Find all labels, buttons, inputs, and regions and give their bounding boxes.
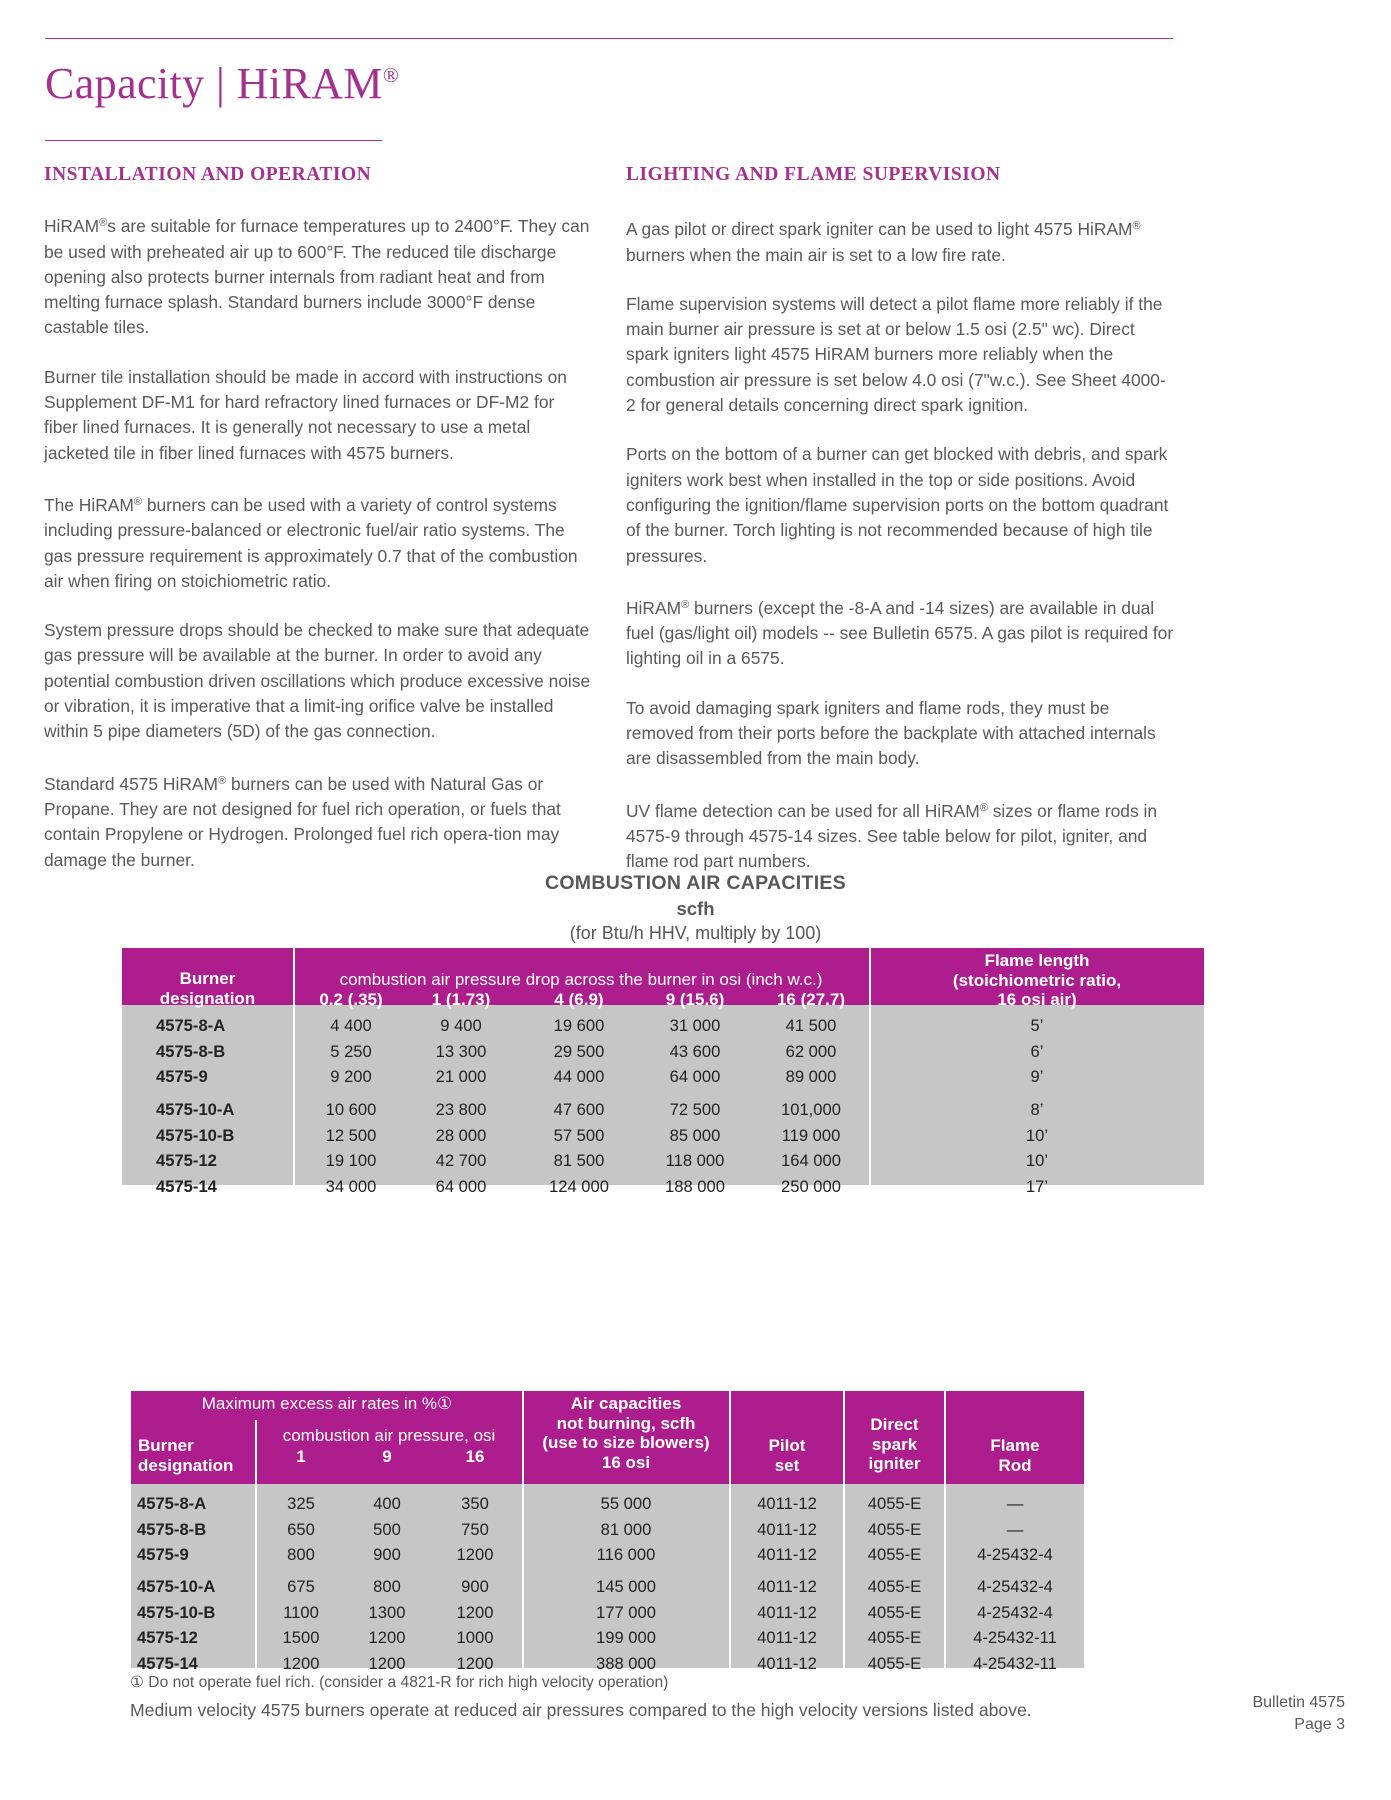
right-text-column: [626, 162, 1174, 875]
table1-cell-value: 85 000: [669, 1125, 721, 1145]
table2-header-pressure-span: combustion air pressure, osi: [282, 1426, 496, 1445]
table1-cell-value: 81 500: [553, 1151, 605, 1170]
left-text-column: [44, 162, 591, 873]
table2-cell-pilot: 4011-12: [757, 1653, 817, 1673]
page-title: [45, 58, 399, 109]
paragraph: System pressure drops should be checked to make sure that adequate gas pressure will be available at the burner. In order to avoid any potential combustion driven oscillations which produce excessive noise or vibration, it is imperative that a limit-ing orifice valve be installed within 5 pipe diameters (5D) of the gas connection.: [44, 620, 591, 742]
table1-cell-flame-length: 10’: [1025, 1125, 1049, 1145]
section-heading-lighting: LIGHTING AND FLAME SUPERVISION: [626, 164, 1001, 185]
table2-cell-excess-air: 1000: [456, 1628, 494, 1647]
table1-cell-value: 29 500: [553, 1041, 605, 1061]
paragraph: A gas pilot or direct spark igniter can be used to light 4575 HiRAM® burners when the main air is set to a low fire rate.: [626, 219, 1141, 265]
table2-cell-excess-air: 1200: [368, 1628, 406, 1647]
table2-row: [131, 1545, 1084, 1570]
table2-cell-excess-air: 1200: [456, 1602, 494, 1622]
table2-header-pilot-set: Pilot set: [768, 1436, 806, 1475]
table2-row: [131, 1603, 1084, 1628]
table1-cell-value: 72 500: [669, 1100, 721, 1119]
table2-cell-excess-air: 900: [461, 1577, 489, 1596]
table2-cell-igniter: 4055-E: [867, 1519, 922, 1539]
table2-cell-flame-rod: 4-25432-4: [977, 1602, 1053, 1622]
table1-cell-value: 10 600: [325, 1100, 377, 1119]
table1-cell-value: 57 500: [553, 1125, 605, 1145]
table2-cell-flame-rod: 4-25432-11: [973, 1628, 1057, 1647]
table1-cell-value: 23 800: [435, 1100, 487, 1119]
footnote-2: [130, 1700, 1032, 1721]
table2-cell-air-capacity: 199 000: [596, 1628, 656, 1647]
table2-cell-excess-air: 350: [461, 1494, 489, 1513]
table1-cell-designation: 4575-12: [156, 1151, 217, 1170]
table1-header-flame-length: Flame length (stoichiometric ratio, 16 osi air): [952, 951, 1122, 1009]
table1-cell-value: 4 400: [330, 1016, 372, 1035]
table1-row: [124, 1177, 1204, 1202]
header-top-rule: [45, 38, 1173, 39]
table1-row: [124, 1067, 1204, 1092]
table2-header-e0: 1: [296, 1447, 306, 1466]
table1-cell-value: 101,000: [781, 1100, 841, 1119]
table2-cell-pilot: 4011-12: [757, 1494, 817, 1513]
table2-cell-excess-air: 325: [287, 1494, 315, 1513]
table1-cell-flame-length: 10’: [1025, 1151, 1049, 1170]
table1-cell-value: 250 000: [781, 1176, 841, 1196]
table2-cell-excess-air: 1300: [368, 1602, 406, 1622]
table2-cell-designation: 4575-8-A: [137, 1494, 207, 1513]
table2-cell-flame-rod: —: [1006, 1494, 1024, 1513]
table2-cell-air-capacity: 388 000: [596, 1653, 656, 1673]
paragraph: To avoid damaging spark igniters and flame rods, they must be removed from their ports before the backplate with attached internals are disassembled from the main body.: [626, 697, 1156, 769]
paragraph: Ports on the bottom of a burner can get blocked with debris, and spark igniters work best when installed in the top or side positions. Avoid configuring the ignition/flame supervision ports on the bottom quadrant of the burner. Torch lighting is not recommended because of high tile pressures.: [626, 444, 1169, 566]
table2-header-flame-rod: Flame Rod: [990, 1436, 1040, 1475]
table1-cell-value: 19 100: [325, 1151, 377, 1170]
table2-cell-excess-air: 500: [373, 1519, 401, 1539]
table1-header-burner: Burner designation: [159, 969, 256, 1008]
table2-cell-designation: 4575-9: [137, 1545, 189, 1564]
table1-cell-designation: 4575-8-A: [156, 1016, 226, 1035]
table2-row: [131, 1494, 1084, 1519]
table2-cell-excess-air: 1500: [282, 1628, 320, 1647]
table2-cell-designation: 4575-12: [137, 1628, 198, 1647]
table2-cell-pilot: 4011-12: [757, 1519, 817, 1539]
table1-cell-value: 9 400: [440, 1016, 482, 1035]
table2-row: [131, 1628, 1084, 1653]
bulletin-number: Bulletin 4575: [1252, 1694, 1345, 1711]
table2-cell-igniter: 4055-E: [867, 1494, 922, 1513]
table1-cell-value: 47 600: [553, 1100, 605, 1119]
table1-cell-value: 41 500: [785, 1016, 837, 1035]
table1-cell-value: 188 000: [665, 1176, 725, 1196]
table2-header-spark-igniter: Direct spark igniter: [868, 1415, 921, 1473]
paragraph: Standard 4575 HiRAM® burners can be used with Natural Gas or Propane. They are not designed for fuel rich operation, or fuels that contain Propylene or Hydrogen. Prolonged fuel rich opera-tion may damage the burner.: [44, 773, 561, 870]
table1-cell-value: 89 000: [785, 1067, 837, 1086]
table2-cell-igniter: 4055-E: [867, 1545, 922, 1564]
table1-cell-value: 19 600: [553, 1016, 605, 1035]
table1-cell-value: 13 300: [435, 1041, 487, 1061]
table1-cell-value: 44 000: [553, 1067, 605, 1086]
table1-header-p0: 0.2 (.35): [319, 990, 383, 1009]
table2-cell-flame-rod: 4-25432-4: [977, 1545, 1053, 1564]
table2-header-e1: 9: [382, 1447, 392, 1466]
table1-cell-value: 64 000: [669, 1067, 721, 1086]
table1-header-p4: 16 (27.7): [776, 990, 846, 1009]
table1-cell-designation: 4575-10-B: [156, 1125, 235, 1145]
table1-cell-designation: 4575-14: [156, 1176, 217, 1196]
table2-cell-flame-rod: 4-25432-11: [973, 1653, 1057, 1673]
table1-row: [124, 1100, 1204, 1125]
table1-cell-value: 43 600: [669, 1041, 721, 1061]
paragraph: HiRAM®s are suitable for furnace temperatures up to 2400°F. They can be used with preheated air up to 600°F. The reduced tile discharge opening also protects burner internals from radiant heat and from melting furnace splash. Standard burners include 3000°F dense castable tiles.: [44, 216, 590, 338]
table2-cell-air-capacity: 81 000: [600, 1519, 652, 1539]
table1-cell-flame-length: 8’: [1030, 1100, 1044, 1119]
table2-cell-excess-air: 1200: [368, 1653, 406, 1673]
table1-cell-flame-length: 5’: [1030, 1016, 1044, 1035]
table2-cell-air-capacity: 116 000: [596, 1545, 656, 1564]
table1-cell-value: 5 250: [330, 1041, 372, 1061]
table2-cell-designation: 4575-8-B: [137, 1519, 207, 1539]
table1-cell-value: 12 500: [325, 1125, 377, 1145]
table1-row: [124, 1126, 1204, 1151]
table2-cell-excess-air: 1200: [456, 1653, 494, 1673]
table2-cell-excess-air: 900: [373, 1545, 401, 1564]
table2-cell-excess-air: 800: [287, 1545, 315, 1564]
table1-caption-line3: (for Btu/h HHV, multiply by 100): [569, 923, 822, 943]
table1-cell-value: 119 000: [781, 1125, 841, 1145]
table1-header-p3: 9 (15.6): [665, 990, 725, 1009]
table2-cell-excess-air: 675: [287, 1577, 315, 1596]
table1-cell-value: 124 000: [549, 1176, 609, 1196]
table1-cell-value: 34 000: [325, 1176, 377, 1196]
table2-cell-excess-air: 1100: [283, 1602, 319, 1622]
table1-cell-flame-length: 9’: [1030, 1067, 1044, 1086]
table2-cell-excess-air: 1200: [456, 1545, 494, 1564]
paragraph: Burner tile installation should be made in accord with instructions on Supplement DF-M1 for hard refractory lined furnaces or DF-M2 for fiber lined furnaces. It is generally not necessary to use a metal jacketed tile in fiber lined furnaces with 4575 burners.: [44, 366, 567, 463]
table2-cell-flame-rod: —: [1006, 1519, 1024, 1539]
table1-cell-value: 64 000: [435, 1176, 487, 1196]
table2-cell-pilot: 4011-12: [757, 1545, 817, 1564]
table1-cell-value: 21 000: [435, 1067, 487, 1086]
footnote-1: ① Do not operate fuel rich. (consider a 4821-R for rich high velocity operation): [130, 1674, 669, 1691]
table1-header-p2: 4 (6.9): [554, 990, 604, 1009]
table1-cell-value: 164 000: [781, 1151, 841, 1170]
section-heading-installation: INSTALLATION AND OPERATION: [44, 164, 372, 185]
table1-row: [124, 1016, 1204, 1041]
registered-mark-icon: ®: [382, 63, 400, 87]
title-underline-rule: [45, 140, 382, 141]
table2-row: [131, 1577, 1084, 1602]
table2-cell-excess-air: 800: [373, 1577, 401, 1596]
paragraph: The HiRAM® burners can be used with a variety of control systems including pressure-balanced or electronic fuel/air ratio systems. The gas pressure requirement is approximately 0.7 that of the combustion air when firing on stoichiometric ratio.: [44, 494, 578, 591]
table2-header-burner: Burner designation: [138, 1436, 234, 1475]
table1-row: [124, 1151, 1204, 1176]
table1-cell-value: 118 000: [665, 1151, 725, 1170]
page-title-text: Capacity | HiRAM: [45, 59, 383, 108]
footnote-2-text: Medium velocity 4575 burners operate at reduced air pressures compared to the high velocity versions listed above.: [130, 1700, 1032, 1720]
table1-caption-line1: COMBUSTION AIR CAPACITIES: [544, 872, 847, 894]
table2-cell-pilot: 4011-12: [757, 1602, 817, 1622]
table1-caption-line2: scfh: [676, 898, 715, 919]
table2-cell-excess-air: 400: [373, 1494, 401, 1513]
paragraph: Flame supervision systems will detect a pilot flame more reliably if the main burner air pressure is set at or below 1.5 osi (2.5" wc). Direct spark igniters light 4575 HiRAM burners more reliably when the combustion air pressure is set below 4.0 osi (7"w.c.). See Sheet 4000-2 for general details concerning direct spark ignition.: [626, 293, 1166, 416]
table1-header-p1: 1 (1.73): [431, 990, 491, 1009]
table1-cell-flame-length: 17’: [1025, 1176, 1049, 1196]
table2-cell-igniter: 4055-E: [867, 1628, 922, 1647]
table1-cell-value: 28 000: [435, 1125, 487, 1145]
table2-cell-flame-rod: 4-25432-4: [977, 1577, 1053, 1596]
footer-bulletin-block: [1252, 1692, 1345, 1736]
table1-cell-designation: 4575-9: [156, 1067, 208, 1086]
table2-header-excess-air-title: Maximum excess air rates in %①: [201, 1394, 453, 1413]
table2-cell-designation: 4575-10-B: [137, 1602, 216, 1622]
table1-cell-value: 62 000: [785, 1041, 837, 1061]
table2-cell-air-capacity: 177 000: [596, 1602, 656, 1622]
table1-cell-flame-length: 6’: [1030, 1041, 1044, 1061]
table1-caption: [0, 872, 1391, 944]
table1-header-pressure-span: combustion air pressure drop across the burner in osi (inch w.c.): [339, 970, 823, 989]
table2-cell-igniter: 4055-E: [867, 1653, 922, 1673]
table2-cell-excess-air: 650: [287, 1519, 315, 1539]
table2-cell-designation: 4575-14: [137, 1653, 198, 1673]
paragraph: UV flame detection can be used for all HiRAM® sizes or flame rods in 4575-9 through 4575-14 sizes. See table below for pilot, igniter, and flame rod part numbers.: [626, 800, 1158, 872]
table1-row: [124, 1042, 1204, 1067]
table2-header-air-capacities: Air capacities not burning, scfh (use to size blowers) 16 osi: [542, 1394, 710, 1472]
table2-cell-air-capacity: 55 000: [600, 1494, 652, 1513]
table2-row: [131, 1520, 1084, 1545]
table2-cell-excess-air: 1200: [282, 1653, 320, 1673]
table1-cell-value: 9 200: [330, 1067, 372, 1086]
table2-cell-excess-air: 750: [461, 1519, 489, 1539]
table2-cell-igniter: 4055-E: [867, 1602, 922, 1622]
table1-cell-designation: 4575-8-B: [156, 1041, 226, 1061]
table1-cell-designation: 4575-10-A: [156, 1100, 235, 1119]
table2-cell-pilot: 4011-12: [757, 1628, 817, 1647]
page-number: Page 3: [1294, 1716, 1345, 1733]
table2-cell-igniter: 4055-E: [867, 1577, 922, 1596]
table1-cell-value: 42 700: [435, 1151, 487, 1170]
table2-header-e2: 16: [465, 1447, 485, 1466]
table2-cell-pilot: 4011-12: [757, 1577, 817, 1596]
table2-cell-designation: 4575-10-A: [137, 1577, 216, 1596]
table1-cell-value: 31 000: [669, 1016, 721, 1035]
paragraph: HiRAM® burners (except the -8-A and -14 sizes) are available in dual fuel (gas/light oil) models -- see Bulletin 6575. A gas pilot is required for lighting oil in a 6575.: [626, 597, 1174, 669]
table2-cell-air-capacity: 145 000: [596, 1577, 656, 1596]
